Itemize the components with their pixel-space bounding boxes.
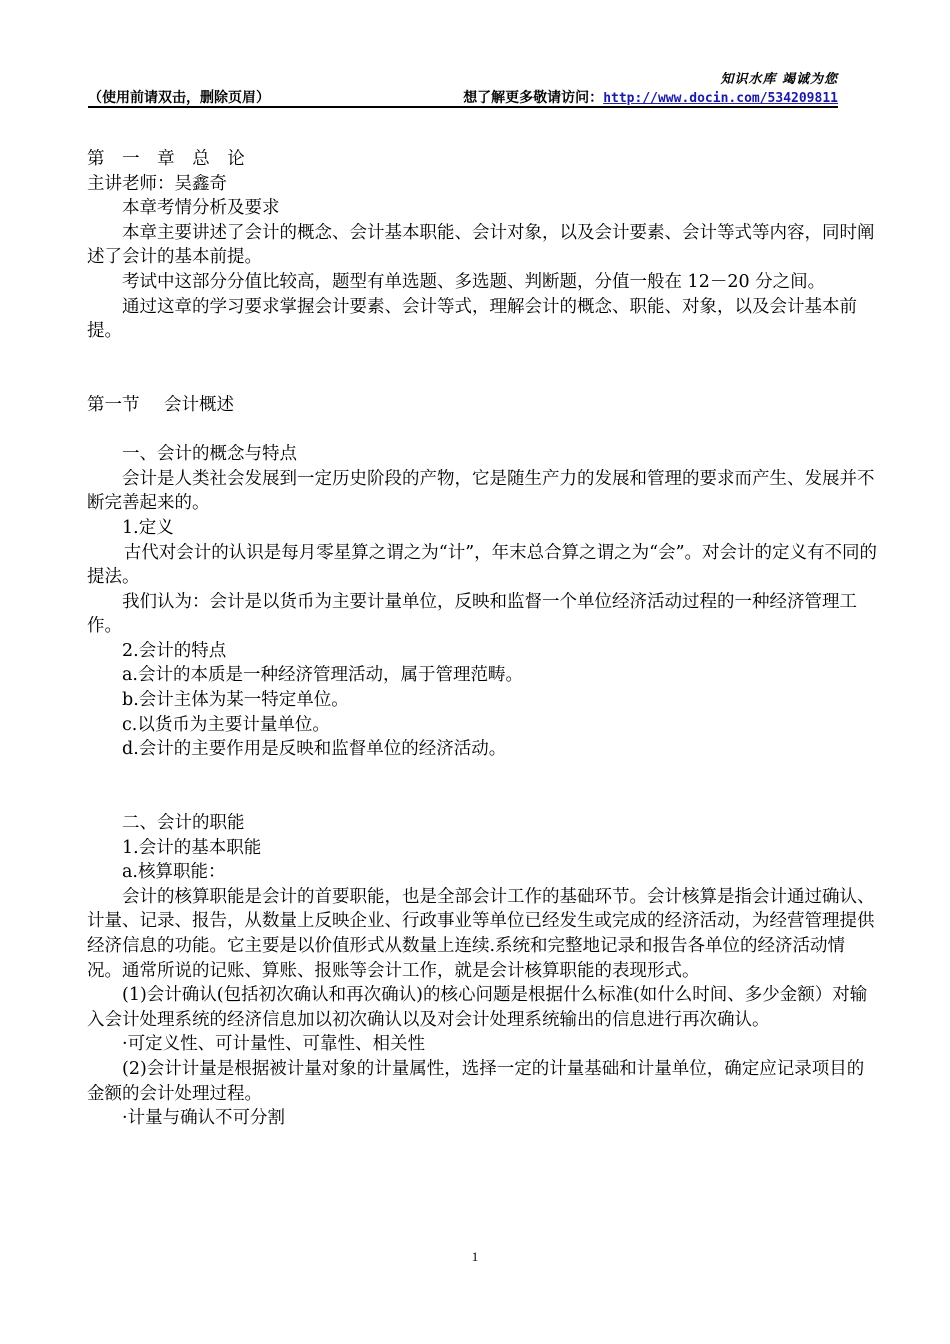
features-heading: 2.会计的特点: [122, 640, 227, 661]
section-number: 第一节: [87, 394, 140, 415]
header-left-note: （使用前请双击，删除页眉）: [88, 90, 270, 106]
feature-b: b.会计主体为某一特定单位。: [122, 690, 349, 711]
document-body: [87, 147, 879, 1131]
part2-heading: 二、会计的职能: [122, 813, 245, 834]
intro-paragraph-3: 通过这章的学习要求掌握会计要素、会计等式，理解会计的概念、职能、对象，以及会计基本前提。: [87, 296, 857, 342]
header-link[interactable]: http://www.docin.com/534209811: [603, 91, 838, 106]
header-visit-text: 想了解更多敬请访问：: [463, 90, 604, 106]
basic-function-heading: 1.会计的基本职能: [122, 837, 262, 858]
section-title: [87, 393, 879, 418]
feature-c: c.以货币为主要计量单位。: [122, 714, 330, 735]
intro-heading: 本章考情分析及要求: [122, 198, 280, 219]
accounting-function-paragraph: 会计的核算职能是会计的首要职能，也是全部会计工作的基础环节。会计核算是指会计通过确认、计量、记录、报告，从数量上反映企业、行政事业等单位已经发生或完成的经济活动，为经营管理提供经济信息的功能。它主要是以价值形式从数量上连续.系统和完整地记录和报告各单位的经济活动情况。通常所说的记账、算账、报账等会计工作，就是会计核算职能的表现形式。: [87, 886, 875, 981]
lecturer: 主讲老师：吴鑫奇: [87, 173, 227, 194]
header-right: [463, 87, 838, 107]
accounting-function-heading: a.核算职能：: [122, 862, 226, 883]
header-motto: 知识水库 竭诚为您: [720, 72, 838, 87]
confirmation-paragraph: (1)会计确认(包括初次确认和再次确认)的核心问题是根据什么标准(如什么时间、多少金额）对输入会计处理系统的经济信息加以初次确认以及对会计处理系统输出的信息进行再次确认。: [87, 985, 868, 1030]
intro-paragraph-2: 考试中这部分分值比较高，题型有单选题、多选题、判断题，分值一般在 12－20 分之间。: [122, 271, 826, 292]
feature-d: d.会计的主要作用是反映和监督单位的经济活动。: [122, 739, 507, 760]
chapter-title: 第 一 章 总 论: [87, 149, 251, 169]
definition-paragraph-1: 古代对会计的认识是每月零星算之谓之为“计”，年末总合算之谓之为“会”。对会计的定义有不同的提法。: [87, 542, 878, 588]
part1-heading: 一、会计的概念与特点: [122, 444, 297, 465]
section-name: 会计概述: [164, 394, 234, 415]
measurement-paragraph: (2)会计计量是根据被计量对象的计量属性，选择一定的计量基础和计量单位，确定应记录项目的金额的会计处理过程。: [87, 1058, 865, 1104]
definition-paragraph-2: 我们认为：会计是以货币为主要计量单位，反映和监督一个单位经济活动过程的一种经济管理工作。: [87, 591, 857, 637]
confirmation-bullet: ·可定义性、可计量性、可靠性、相关性: [122, 1034, 426, 1055]
page-header: [88, 86, 838, 108]
part1-paragraph: 会计是人类社会发展到一定历史阶段的产物，它是随生产力的发展和管理的要求而产生、发展并不断完善起来的。: [87, 468, 875, 514]
intro-paragraph-1: 本章主要讲述了会计的概念、会计基本职能、会计对象，以及会计要素、会计等式等内容，同时阐述了会计的基本前提。: [87, 222, 875, 268]
definition-heading: 1.定义: [122, 517, 174, 538]
page-number: 1: [471, 1249, 479, 1264]
measurement-bullet: ·计量与确认不可分割: [122, 1108, 286, 1129]
feature-a: a.会计的本质是一种经济管理活动，属于管理范畴。: [122, 665, 523, 686]
